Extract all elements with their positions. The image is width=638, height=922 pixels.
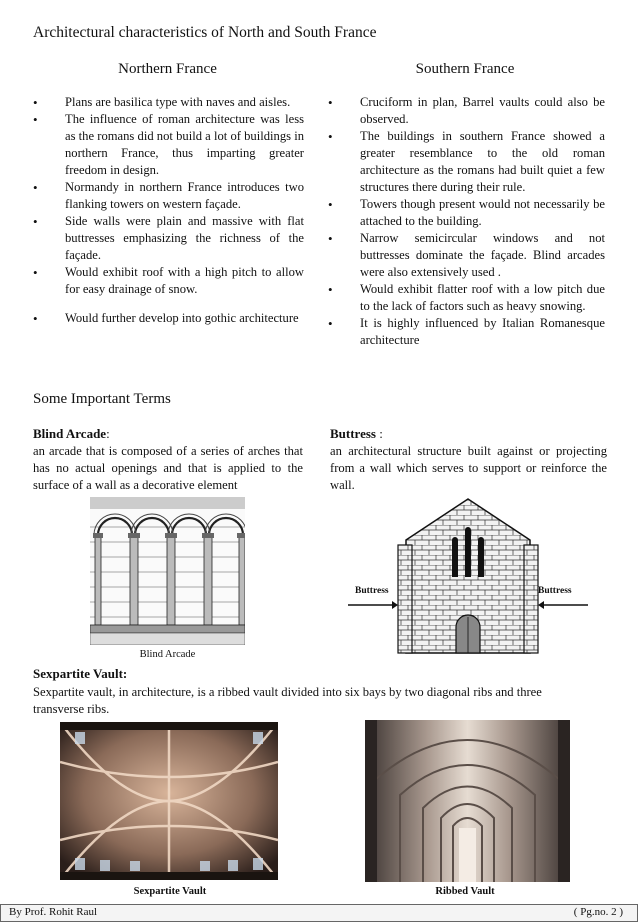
terms-heading: Some Important Terms	[33, 391, 171, 407]
footer-author: By Prof. Rohit Raul	[9, 906, 98, 918]
northern-list	[33, 94, 304, 327]
list-item: • Would exhibit flatter roof with a low pitch due to the lack of factors such as heavy snowing.	[328, 281, 605, 315]
blind-arcade-illustration	[90, 497, 245, 645]
sexpartite-vault-photo	[60, 722, 278, 880]
buttress-definition: an architectural structure built against or projecting from a wall which serves to support or reinforce the wall.	[330, 444, 607, 492]
southern-heading: Southern France	[415, 61, 515, 77]
sexpartite-term: Sexpartite Vault:	[33, 666, 128, 681]
list-item: • Normandy in northern France introduces two flanking towers on western façade.	[33, 179, 304, 213]
page-footer	[0, 904, 638, 922]
list-item: • It is highly influenced by Italian Romanesque architecture	[328, 315, 605, 349]
list-item: • The influence of roman architecture was less as the romans did not build a lot of buildings in northern France, thus imparting greater freedom in design.	[33, 111, 304, 179]
list-item: • Would further develop into gothic architecture	[33, 310, 304, 327]
list-item: • Cruciform in plan, Barrel vaults could also be observed.	[328, 94, 605, 128]
page-title: Architectural characteristics of North and South France	[33, 24, 377, 41]
ribbed-vault-caption: Ribbed Vault	[435, 886, 495, 897]
sexpartite-caption: Sexpartite Vault	[133, 886, 207, 897]
footer-page-number: ( Pg.no. 2 )	[573, 906, 623, 918]
blind-arcade-caption: Blind Arcade	[139, 649, 196, 660]
blind-arcade-definition: an arcade that is composed of a series of arches that has no actual openings and that is applied to the surface of a wall as a decorative element	[33, 444, 303, 492]
ribbed-vault-photo	[365, 720, 570, 882]
list-item: • Would exhibit roof with a high pitch to allow for easy drainage of snow.	[33, 264, 304, 298]
buttress-term: Buttress :	[330, 426, 383, 441]
list-item: • The buildings in southern France showed a greater resemblance to the old roman architecture as the romans had built quiet a few structures there during their rule.	[328, 128, 605, 196]
southern-list	[328, 94, 605, 349]
list-item: • Towers though present would not necessarily be attached to the building.	[328, 196, 605, 230]
list-item: • Plans are basilica type with naves and aisles.	[33, 94, 304, 111]
buttress-label-left: Buttress	[355, 586, 389, 596]
list-item: • Narrow semicircular windows and not buttresses dominate the façade. Blind arcades were also extensively used .	[328, 230, 605, 281]
blind-arcade-term: Blind Arcade:	[33, 426, 110, 441]
sexpartite-definition: Sexpartite vault, in architecture, is a ribbed vault divided into six bays by two diagonal ribs and three transverse ribs.	[33, 685, 542, 716]
list-item: • Side walls were plain and massive with flat buttresses emphasizing the richness of the façade.	[33, 213, 304, 264]
buttress-label-right: Buttress	[538, 586, 572, 596]
buttress-illustration	[348, 495, 588, 660]
northern-heading: Northern France	[118, 61, 217, 77]
